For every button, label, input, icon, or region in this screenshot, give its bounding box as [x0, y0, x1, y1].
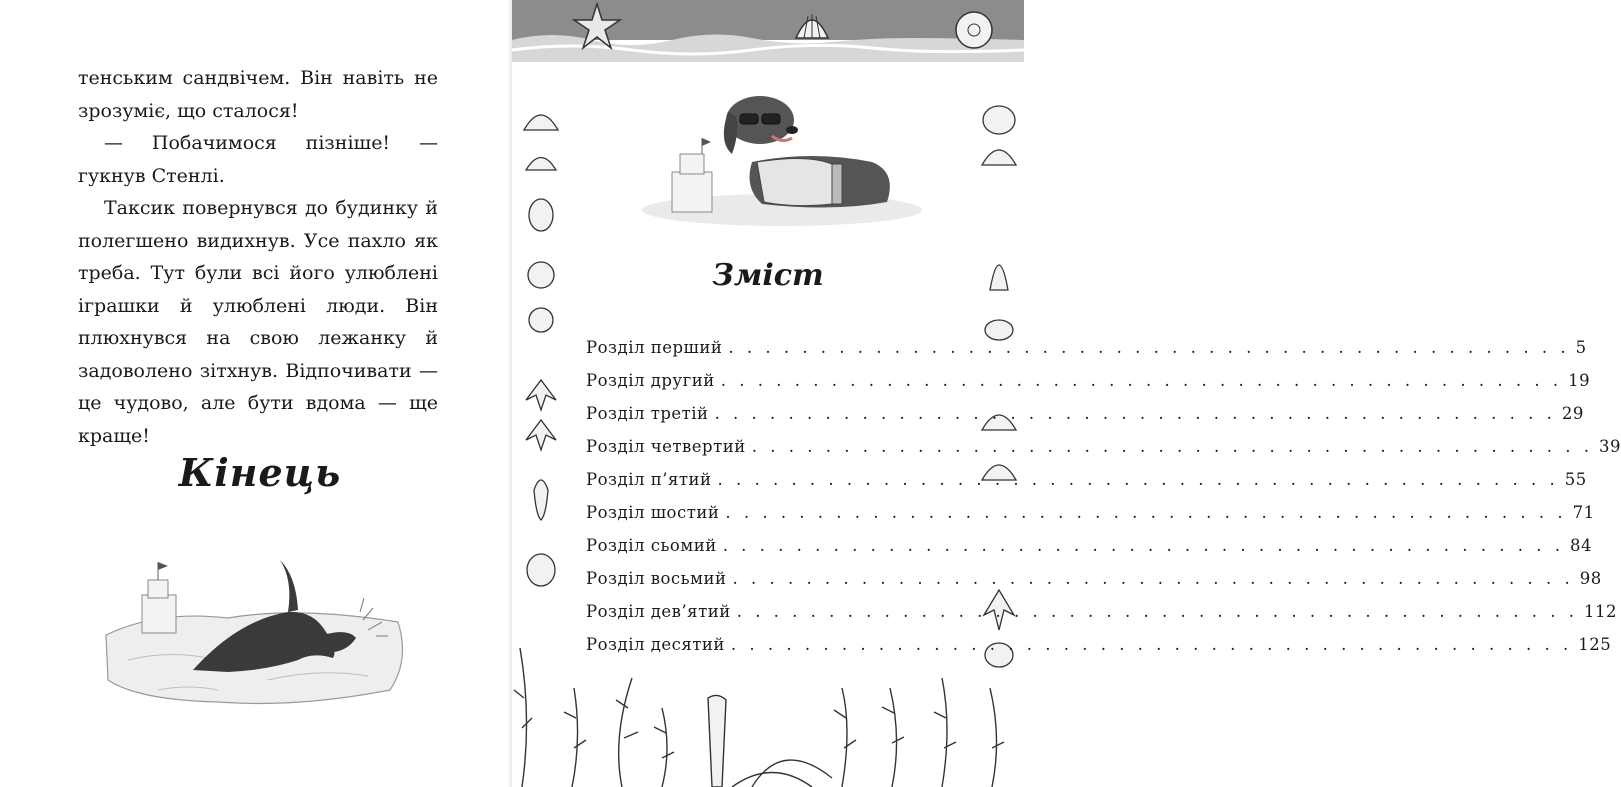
toc-entry-label: Розділ шостий: [586, 503, 720, 522]
toc-page-number: 29: [1561, 404, 1584, 423]
toc-page-number: 19: [1568, 371, 1591, 390]
left-shell-border: [516, 90, 566, 640]
toc-leader-dots: . . . . . . . . . . . . . . . . . . . . . . . . . . . . . . . . . . . . . . . . . . . . . .: [714, 404, 1556, 423]
toc-entry-label: Розділ перший: [586, 338, 723, 357]
table-of-contents: [586, 338, 1621, 668]
toc-entry-label: Розділ дев’ятий: [586, 602, 731, 621]
toc-page-number: 5: [1575, 338, 1587, 357]
dog-digging-illustration: [98, 540, 418, 715]
toc-page-number: 84: [1569, 536, 1592, 555]
toc-page-number: 98: [1579, 569, 1602, 588]
toc-page-number: 112: [1584, 602, 1617, 621]
toc-leader-dots: . . . . . . . . . . . . . . . . . . . . . . . . . . . . . . . . . . . . . . . . . . . . . .: [717, 470, 1559, 489]
toc-entry[interactable]: [586, 404, 1584, 437]
starfish-icon: [572, 2, 622, 52]
toc-entry-label: Розділ п’ятий: [586, 470, 712, 489]
toc-page-number: 125: [1578, 635, 1612, 654]
toc-entry-label: Розділ сьомий: [586, 536, 717, 555]
toc-entry-label: Розділ другий: [586, 371, 715, 390]
toc-leader-dots: . . . . . . . . . . . . . . . . . . . . . . . . . . . . . . . . . . . . . . . . . . . . . .: [732, 569, 1574, 588]
shell-icon: [952, 10, 996, 50]
toc-entry[interactable]: [586, 470, 1587, 503]
toc-leader-dots: . . . . . . . . . . . . . . . . . . . . . . . . . . . . . . . . . . . . . . . . . . . . . .: [730, 635, 1573, 654]
toc-page-number: 39: [1599, 437, 1621, 456]
toc-entry-label: Розділ десятий: [586, 635, 725, 654]
right-page: [512, 0, 1621, 787]
toc-leader-dots: . . . . . . . . . . . . . . . . . . . . . . . . . . . . . . . . . . . . . . . . . . . . . .: [722, 536, 1564, 555]
shell-icon: [792, 8, 832, 40]
toc-entry[interactable]: [586, 569, 1602, 602]
toc-entry[interactable]: [586, 437, 1621, 470]
dog-sunglasses-illustration: [632, 92, 932, 232]
toc-leader-dots: . . . . . . . . . . . . . . . . . . . . . . . . . . . . . . . . . . . . . . . . . . . . . .: [751, 437, 1594, 456]
toc-entry[interactable]: [586, 536, 1592, 569]
toc-leader-dots: . . . . . . . . . . . . . . . . . . . . . . . . . . . . . . . . . . . . . . . . . . . . . .: [728, 338, 1570, 357]
end-title: Кінець: [178, 450, 342, 495]
toc-page-number: 55: [1564, 470, 1587, 489]
seaweed-illustration: [512, 628, 1024, 787]
toc-leader-dots: . . . . . . . . . . . . . . . . . . . . . . . . . . . . . . . . . . . . . . . . . . . . . .: [725, 503, 1567, 522]
toc-title: Зміст: [712, 258, 824, 293]
toc-entry-label: Розділ четвертий: [586, 437, 746, 456]
paragraph-1: тенським сандвічем. Він навіть не зрозуміє, що сталося!: [78, 67, 438, 122]
left-page: [0, 0, 512, 787]
paragraph-2: — Побачимося пізніше! — гукнув Стенлі.: [78, 132, 438, 187]
paragraph-3: Таксик повернувся до будинку й полегшено видихнув. Усе пахло як треба. Тут були всі його улюблені іграшки й улюблені люди. Він плюхнувся на свою лежанку й задоволено зітхнув. Відпочивати — це чудово, але бути вдома — ще краще!: [78, 197, 438, 447]
toc-entry-label: Розділ восьмий: [586, 569, 727, 588]
toc-entry[interactable]: [586, 338, 1587, 371]
toc-leader-dots: . . . . . . . . . . . . . . . . . . . . . . . . . . . . . . . . . . . . . . . . . . . . . .: [736, 602, 1578, 621]
toc-entry-label: Розділ третій: [586, 404, 709, 423]
toc-page-number: 71: [1572, 503, 1595, 522]
toc-entry[interactable]: [586, 503, 1595, 536]
toc-leader-dots: . . . . . . . . . . . . . . . . . . . . . . . . . . . . . . . . . . . . . . . . . . . . . .: [720, 371, 1563, 390]
toc-entry[interactable]: [586, 371, 1591, 404]
story-text: [78, 62, 438, 452]
